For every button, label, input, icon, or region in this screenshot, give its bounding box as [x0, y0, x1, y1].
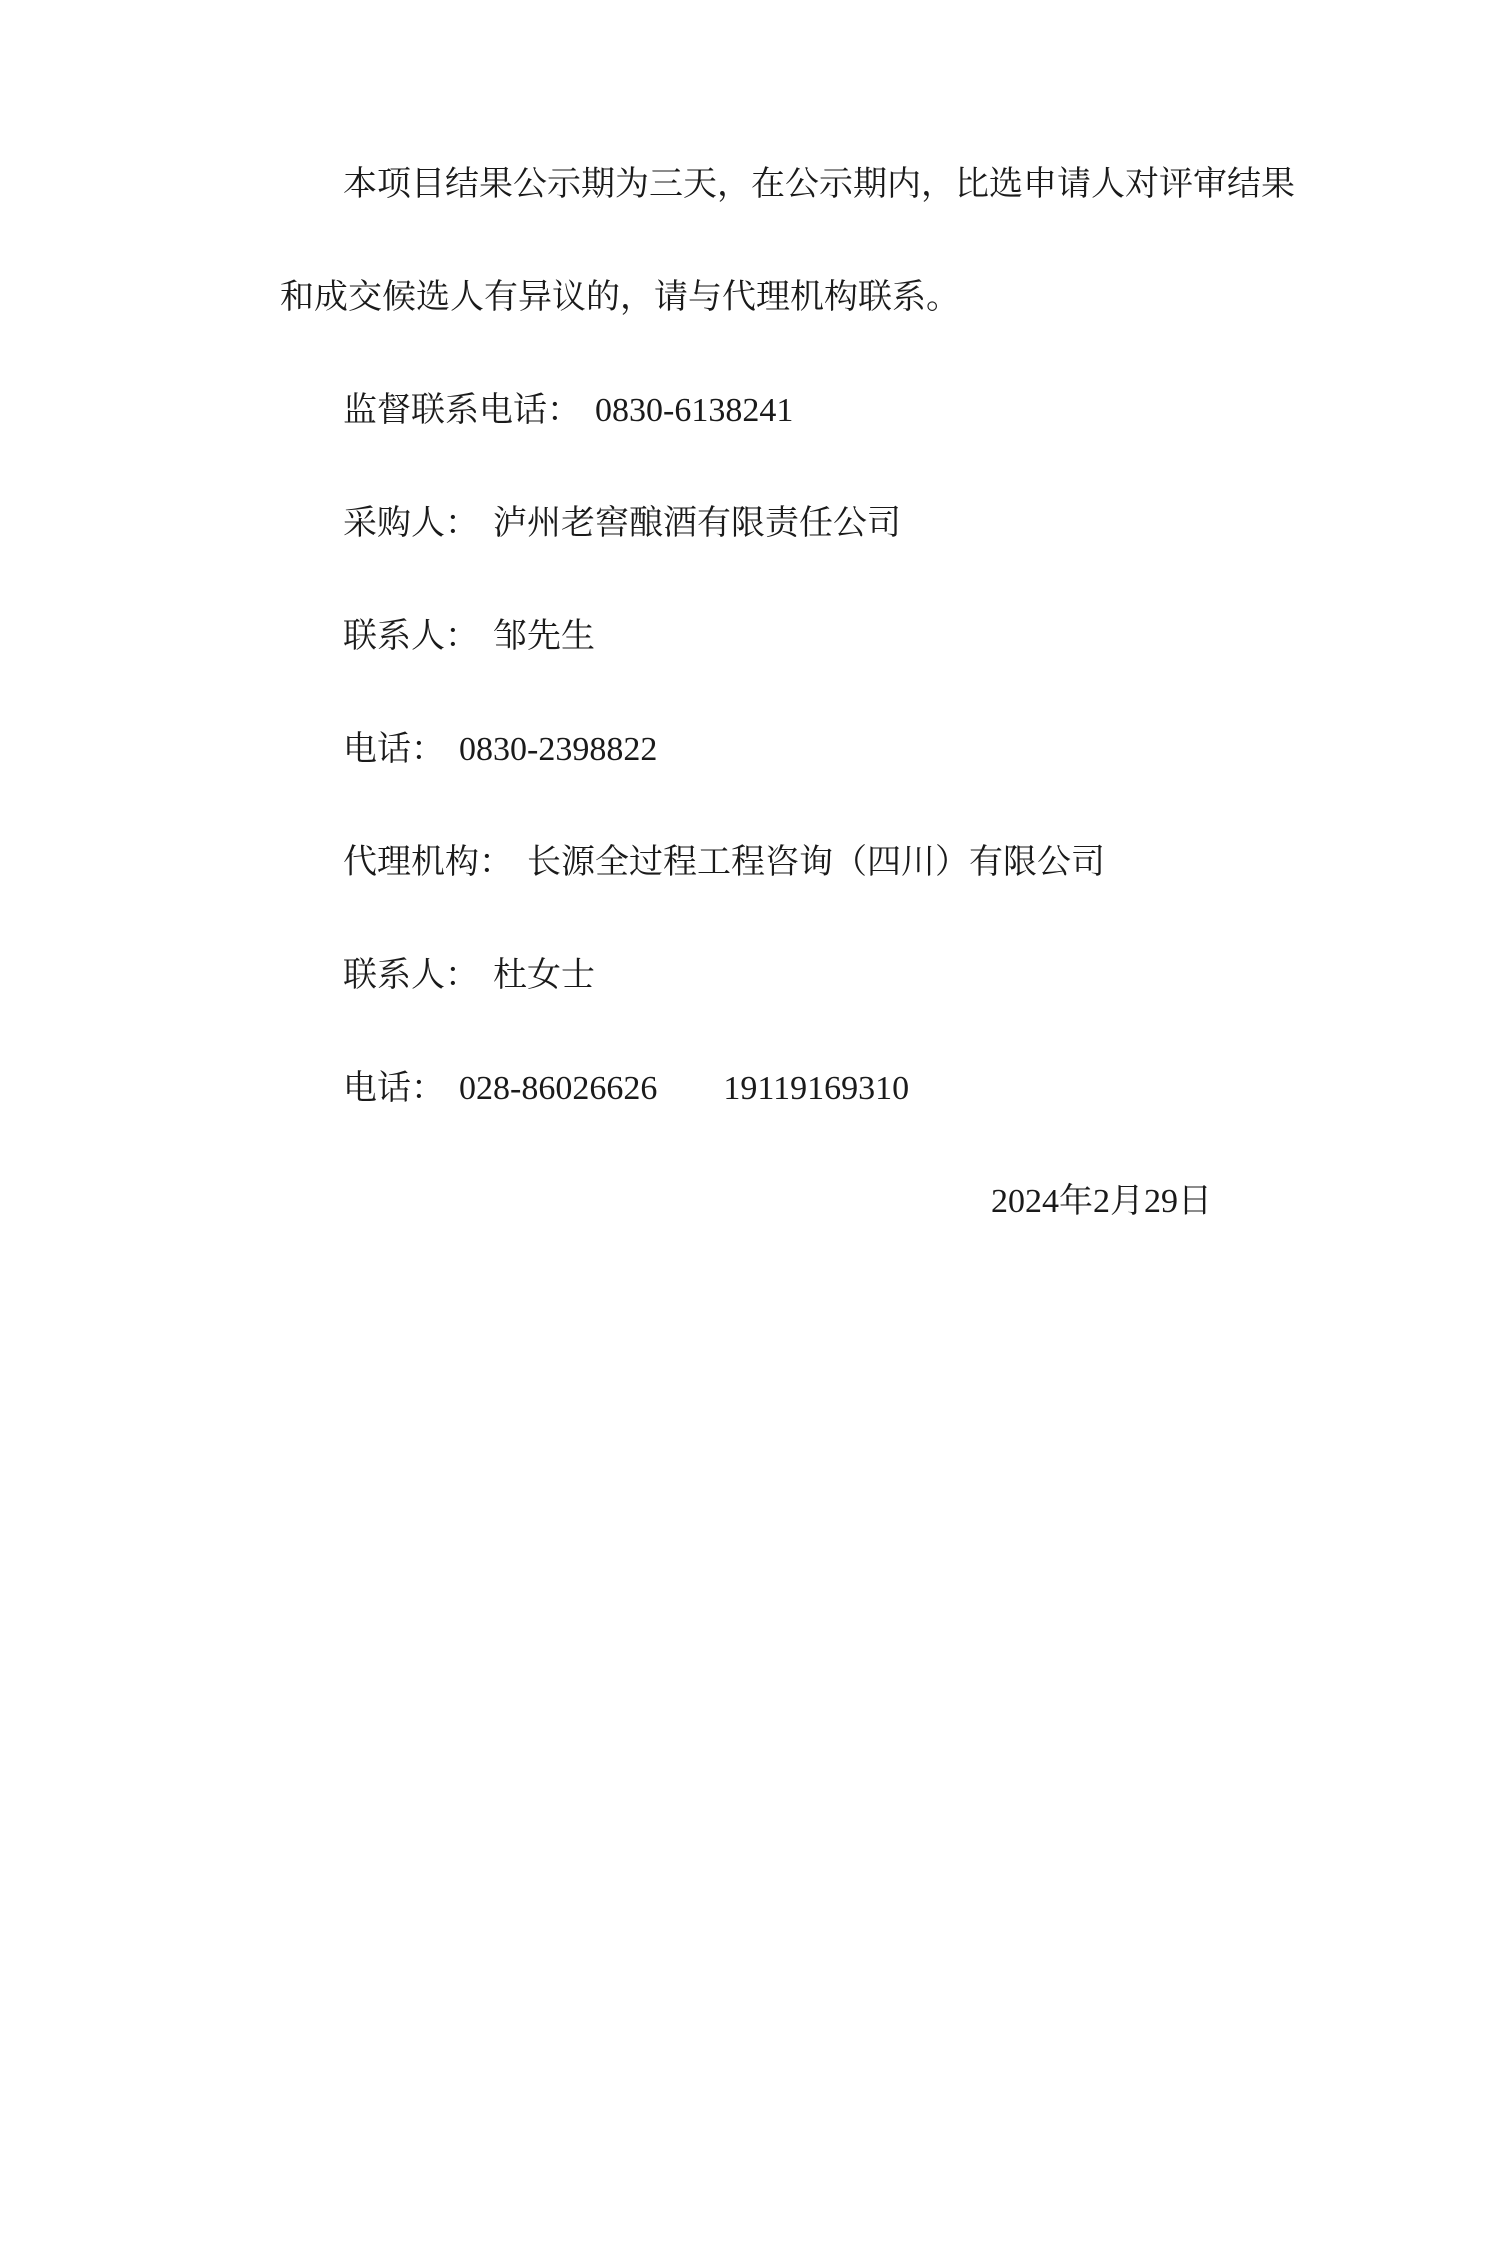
agency-value: 长源全过程工程咨询（四川）有限公司 — [527, 844, 1105, 881]
agency-phone-label: 电话： — [343, 1070, 445, 1107]
supervision-phone-line — [343, 354, 1227, 467]
notice-paragraph-line-2: 和成交候选人有异议的，请与代理机构联系。 — [280, 279, 960, 316]
purchaser-phone-line — [343, 693, 1227, 806]
purchaser-phone-value: 0830-2398822 — [459, 731, 658, 768]
agency-phone-line — [343, 1032, 1227, 1145]
agency-phone-value-1: 028-86026626 — [459, 1070, 658, 1107]
agency-line — [343, 806, 1227, 919]
notice-paragraph-line-1: 本项目结果公示期为三天，在公示期内，比选申请人对评审结果 — [343, 166, 1295, 203]
purchaser-phone-label: 电话： — [343, 731, 445, 768]
agency-contact-line — [343, 919, 1227, 1032]
agency-contact-label: 联系人： — [343, 957, 479, 994]
purchaser-line — [343, 467, 1227, 580]
agency-contact-value: 杜女士 — [493, 957, 595, 994]
agency-phone-value-2: 19119169310 — [723, 1070, 910, 1107]
supervision-phone-value: 0830-6138241 — [595, 392, 794, 429]
purchaser-value: 泸州老窖酿酒有限责任公司 — [493, 505, 901, 542]
purchaser-label: 采购人： — [343, 505, 479, 542]
document-content — [280, 128, 1295, 1258]
purchaser-contact-label: 联系人： — [343, 618, 479, 655]
purchaser-contact-value: 邹先生 — [493, 618, 595, 655]
supervision-phone-label: 监督联系电话： — [343, 392, 581, 429]
purchaser-contact-line — [343, 580, 1227, 693]
agency-label: 代理机构： — [343, 844, 513, 881]
document-date: 2024年2月29日 — [991, 1183, 1212, 1220]
